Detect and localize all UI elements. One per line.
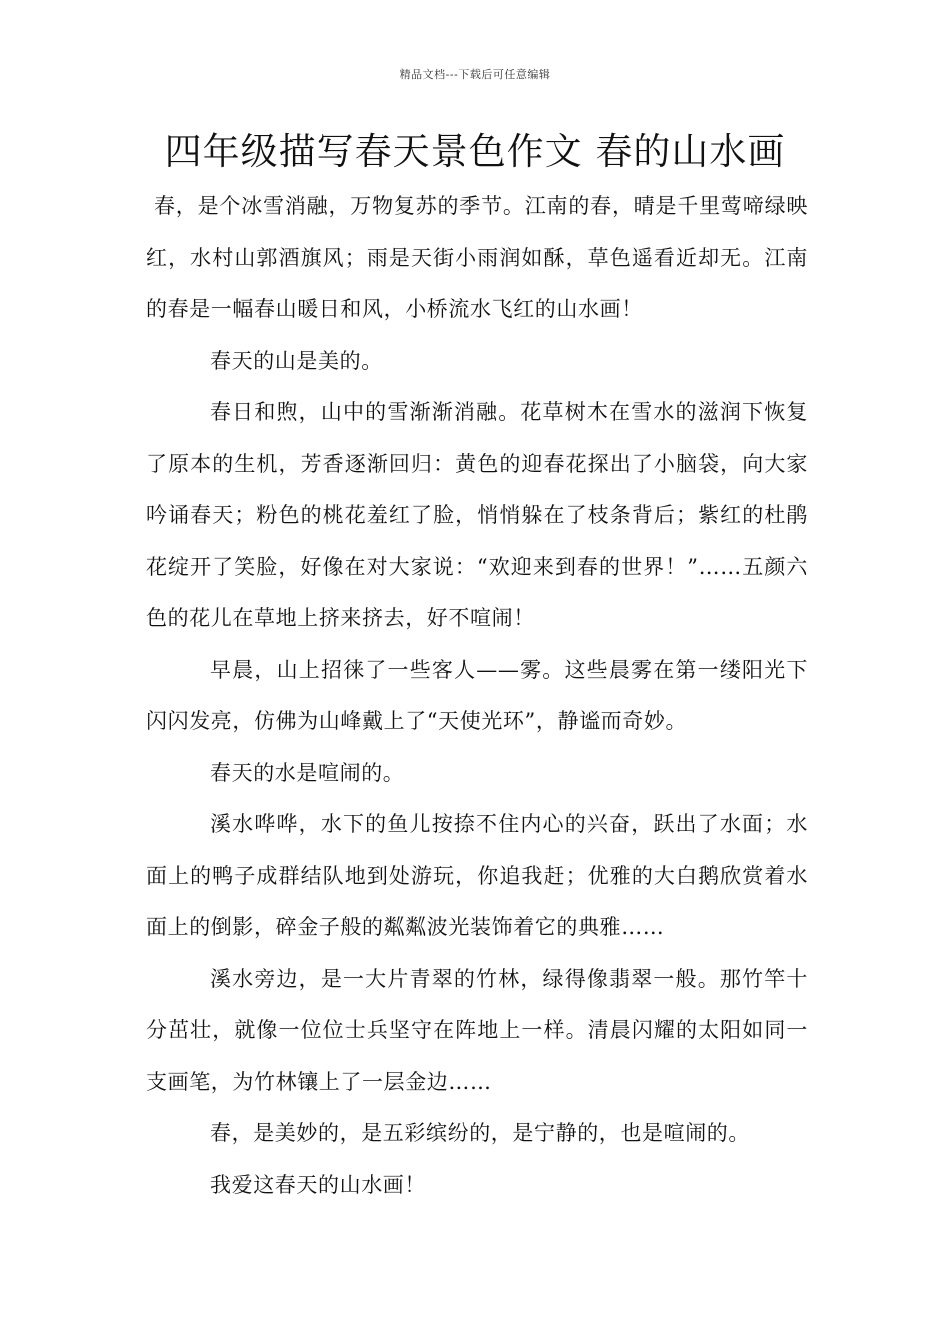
paragraph-summary: 春，是美妙的，是五彩缤纷的，是宁静的，也是喧闹的。 <box>210 1121 750 1145</box>
paragraph-intro: 春，是个冰雪消融，万物复苏的季节。江南的春，晴是千里莺啼绿映红，水村山郭酒旗风；雨是天街小雨润如酥，草色遥看近却无。江南的春是一幅春山暖日和风，小桥流水飞红的山水画！ <box>146 194 808 321</box>
paragraph-morning-fog: 早晨，山上招徕了一些客人——雾。这些晨雾在第一缕阳光下闪闪发亮，仿佛为山峰戴上了“天使光环”，静谧而奇妙。 <box>146 657 808 733</box>
paragraph-bamboo: 溪水旁边，是一大片青翠的竹林，绿得像翡翠一般。那竹竿十分茁壮，就像一位位士兵坚守在阵地上一样。清晨闪耀的太阳如同一支画笔，为竹林镶上了一层金边…… <box>146 966 808 1094</box>
article-body <box>146 181 808 1211</box>
page-title: 四年级描写春天景色作文 春的山水画 <box>164 130 786 173</box>
paragraph-mountain-heading: 春天的山是美的。 <box>210 348 383 373</box>
paragraph-stream: 溪水哗哗，水下的鱼儿按捺不住内心的兴奋，跃出了水面；水面上的鸭子成群结队地到处游玩，你追我赶；优雅的大白鹅欣赏着水面上的倒影，碎金子般的粼粼波光装饰着它的典雅…… <box>146 812 808 939</box>
paragraph-mountain-flowers: 春日和煦，山中的雪渐渐消融。花草树木在雪水的滋润下恢复了原本的生机，芳香逐渐回归：黄色的迎春花探出了小脑袋，向大家吟诵春天；粉色的桃花羞红了脸，悄悄躲在了枝条背后；紫红的杜鹃花绽开了笑脸，好像在对大家说：“欢迎来到春的世界！”……五颜六色的花儿在草地上挤来挤去，好不喧闹！ <box>146 400 808 630</box>
page-header-note: 精品文档---下载后可任意编辑 <box>399 68 551 81</box>
paragraph-closing: 我爱这春天的山水画！ <box>210 1172 426 1197</box>
paragraph-water-heading: 春天的水是喧闹的。 <box>210 760 405 785</box>
